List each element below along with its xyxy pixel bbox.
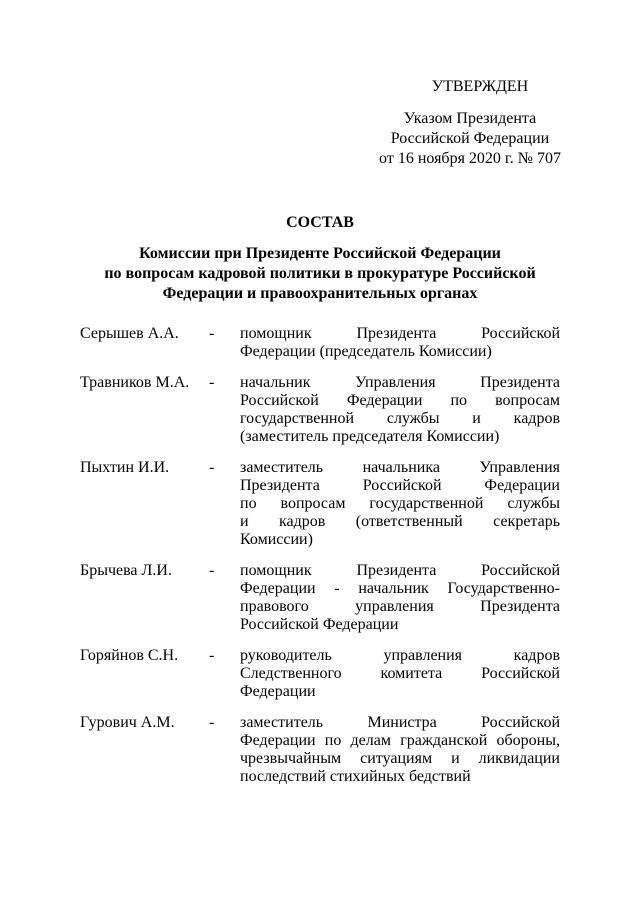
role-line: последствий стихийных бедствий [240, 768, 471, 785]
role-line: Президента Российской Федерации [240, 477, 560, 494]
subtitle-line: Комиссии при Президенте Российской Федерации [139, 245, 501, 262]
member-row [0, 374, 640, 446]
role-line: (заместитель председателя Комиссии) [240, 428, 500, 445]
subtitle-line: Федерации и правоохранительных органах [162, 285, 478, 302]
member-name: Брычева Л.И. [80, 562, 172, 579]
role-line: руководитель управления кадров [240, 647, 560, 664]
member-name: Пыхтин И.И. [80, 459, 170, 476]
member-dash: - [209, 562, 215, 579]
member-role [240, 325, 560, 361]
role-line: чрезвычайным ситуациям и ликвидации [240, 750, 560, 767]
subtitle-line: по вопросам кадровой политики в прокуратуре Российской [104, 265, 536, 282]
role-line: Федерации (председатель Комиссии) [240, 343, 492, 360]
member-role [240, 714, 560, 786]
member-row [0, 647, 640, 701]
role-line: помощник Президента Российской [240, 325, 560, 342]
role-line: государственной службы и кадров [240, 410, 560, 427]
member-name: Горяйнов С.Н. [80, 647, 179, 664]
member-role [240, 647, 560, 701]
role-line: заместитель начальника Управления [240, 459, 560, 476]
member-row [0, 714, 640, 786]
role-line: Российской Федерации [240, 616, 399, 633]
approval-date-line: от 16 ноября 2020 г. № 707 [379, 150, 561, 167]
member-role [240, 562, 560, 634]
member-name: Травников М.А. [80, 374, 190, 391]
member-dash: - [209, 325, 215, 342]
role-line: Федерации - начальник Государственно- [240, 580, 560, 597]
member-dash: - [209, 374, 215, 391]
approval-line: Указом Президента [403, 110, 537, 127]
role-line: правового управления Президента [240, 598, 560, 615]
member-row [0, 459, 640, 549]
member-dash: - [209, 714, 215, 731]
member-row [0, 325, 640, 361]
role-line: Российской Федерации по вопросам [240, 392, 560, 409]
member-dash: - [209, 647, 215, 664]
role-line: Комиссии) [240, 531, 313, 548]
member-role [240, 374, 560, 446]
member-role [240, 459, 560, 549]
document-title: СОСТАВ [286, 214, 354, 231]
role-line: помощник Президента Российской [240, 562, 560, 579]
role-line: заместитель Министра Российской [240, 714, 560, 731]
role-line: Федерации по делам гражданской обороны, [240, 732, 560, 749]
approval-stamp: УТВЕРЖДЕН [431, 78, 529, 95]
member-name: Гурович А.М. [80, 714, 175, 731]
role-line: по вопросам государственной службы [240, 495, 560, 512]
document-subtitle [60, 244, 580, 304]
approval-line: Российской Федерации [390, 130, 550, 147]
role-line: начальник Управления Президента [240, 374, 560, 391]
members-list [0, 325, 640, 786]
member-row [0, 562, 640, 634]
role-line: Следственного комитета Российской [240, 665, 560, 682]
approval-block [360, 78, 580, 169]
member-dash: - [209, 459, 215, 476]
role-line: Федерации [240, 683, 316, 700]
member-name: Серышев А.А. [80, 325, 179, 342]
role-line: и кадров (ответственный секретарь [240, 513, 560, 530]
